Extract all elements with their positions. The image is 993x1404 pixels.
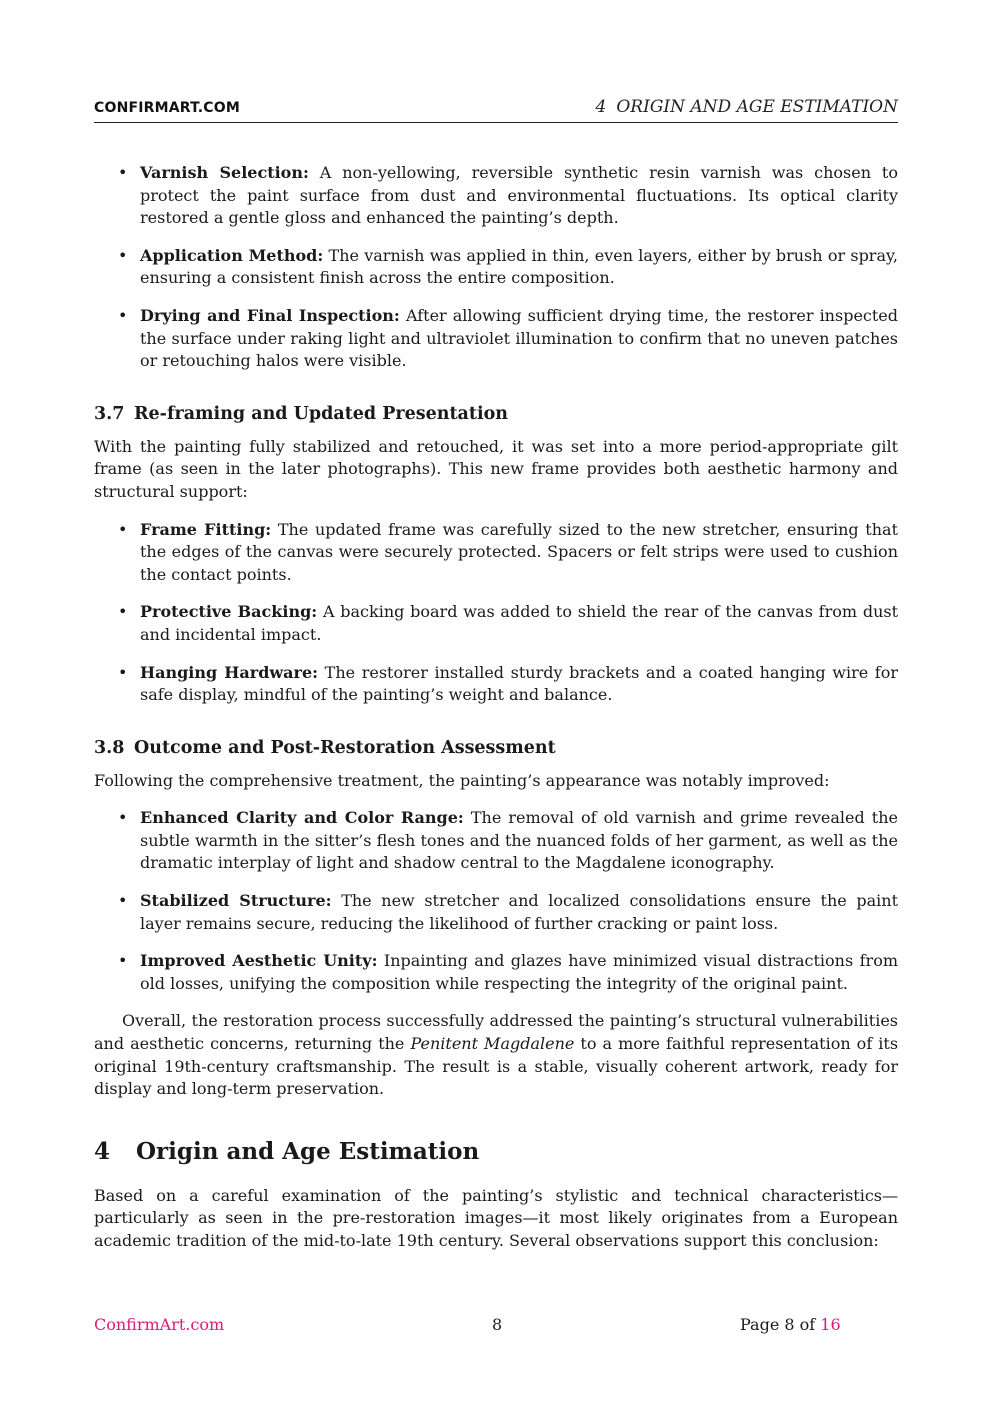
item-text: The removal of old varnish and grime revealed the subtle warmth in the sitter’s flesh tones and the nuanced folds of her garment, as well as the dramatic interplay of light and shadow central to the Magdalene iconography.	[140, 808, 899, 873]
section-number: 4	[94, 1137, 111, 1165]
item-term: Hanging Hardware:	[140, 662, 319, 682]
closing-text-start: Overall, the restoration process successfully addressed the painting’s structural vulnerabilities and aesthetic concerns, returning the	[94, 1011, 898, 1054]
item-term: Varnish Selection:	[140, 163, 309, 182]
footer-page-count	[740, 1315, 841, 1334]
item-text: After allowing sufficient drying time, the restorer inspected the surface under raking light and ultraviolet illumination to confirm that no uneven patches or retouching halos were visible.	[140, 305, 899, 371]
list-item	[94, 245, 898, 290]
item-text: A backing board was added to shield the rear of the canvas from dust and incidental impact.	[140, 602, 899, 644]
subsection-number: 3.8	[94, 737, 125, 758]
subsection-title: Outcome and Post-Restoration Assessment	[134, 737, 556, 758]
item-term: Protective Backing:	[140, 602, 318, 622]
subsection-title: Re-framing and Updated Presentation	[134, 403, 509, 424]
running-section-title	[596, 97, 898, 117]
footer-site-link[interactable]: ConfirmArt.com	[94, 1315, 225, 1334]
running-section-name: ORIGIN AND AGE ESTIMATION	[616, 97, 898, 117]
item-term: Enhanced Clarity and Color Range:	[140, 808, 464, 828]
section-title: Origin and Age Estimation	[136, 1137, 480, 1165]
closing-text-end: to a more faithful representation of its original 19th-century craftsmanship. The result is a stable, visually coherent artwork, ready for display and long-term preservation.	[94, 1034, 899, 1099]
paragraph: Based on a careful examination of the painting’s stylistic and technical characteristics—particularly as seen in the pre-restoration images—it most likely originates from a European academic tradition of the mid-to-late 19th century. Several observations support this conclusion:	[94, 1185, 898, 1250]
page-header	[94, 96, 898, 123]
page-body	[94, 162, 898, 1268]
item-text: The new stretcher and localized consolidations ensure the paint layer remains secure, reducing the likelihood of further cracking or paint loss.	[140, 891, 899, 933]
footer-page-number: 8	[492, 1315, 503, 1334]
site-logo: CONFIRMART.COM	[94, 100, 241, 116]
page-count-prefix: Page 8 of	[740, 1315, 816, 1334]
item-term: Stabilized Structure:	[140, 891, 332, 911]
item-text: Inpainting and glazes have minimized visual distractions from old losses, unifying the composition while respecting the integrity of the original paint.	[140, 951, 899, 993]
list-item	[94, 162, 898, 230]
list-item	[94, 519, 898, 587]
list-item	[94, 950, 898, 995]
item-text: The restorer installed sturdy brackets and a coated hanging wire for safe display, mindful of the painting’s weight and balance.	[140, 662, 899, 705]
subsection-heading-3-7	[94, 402, 898, 426]
subsection-number: 3.7	[94, 403, 125, 424]
artwork-title: Penitent Magdalene	[410, 1034, 575, 1054]
list-item	[94, 662, 898, 707]
item-text: A non-yellowing, reversible synthetic resin varnish was chosen to protect the paint surface from dust and environmental fluctuations. Its optical clarity restored a gentle gloss and enhanced the painting’s depth.	[140, 163, 898, 228]
paragraph: With the painting fully stabilized and retouched, it was set into a more period-appropriate gilt frame (as seen in the later photographs). This new frame provides both aesthetic harmony and structural support:	[94, 436, 898, 501]
framing-list	[94, 519, 898, 707]
list-item	[94, 601, 898, 646]
item-text: The updated frame was carefully sized to the new stretcher, ensuring that the edges of the canvas were securely protected. Spacers or felt strips were used to cushion the contact points.	[140, 519, 899, 584]
item-term: Frame Fitting:	[140, 519, 272, 539]
list-item	[94, 305, 898, 373]
list-item	[94, 890, 898, 935]
item-term: Improved Aesthetic Unity:	[140, 951, 378, 971]
subsection-heading-3-8	[94, 736, 898, 760]
item-text: The varnish was applied in thin, even layers, either by brush or spray, ensuring a consistent finish across the entire composition.	[140, 245, 898, 288]
varnish-list	[94, 162, 898, 373]
outcome-list	[94, 807, 898, 995]
item-term: Application Method:	[140, 245, 324, 265]
paragraph: Following the comprehensive treatment, the painting’s appearance was notably improved:	[94, 770, 830, 790]
section-heading-4	[94, 1137, 898, 1167]
list-item	[94, 807, 898, 875]
page-total-link[interactable]: 16	[820, 1315, 841, 1334]
running-section-number: 4	[595, 97, 607, 117]
item-term: Drying and Final Inspection:	[140, 305, 400, 325]
closing-paragraph	[94, 1010, 898, 1100]
